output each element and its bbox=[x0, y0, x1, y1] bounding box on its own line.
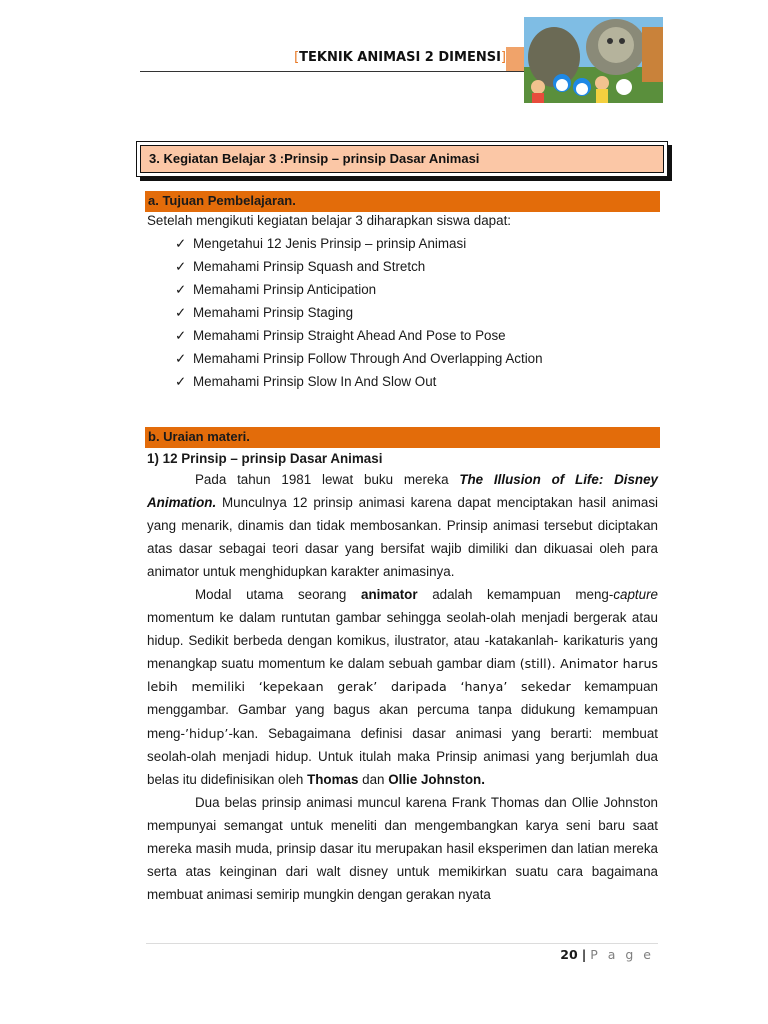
checkmark-icon: ✓ bbox=[175, 328, 187, 343]
footer-separator: | bbox=[581, 947, 587, 962]
page-footer bbox=[560, 947, 654, 962]
objective-item bbox=[175, 305, 353, 321]
objective-item bbox=[175, 236, 466, 252]
header-bracket-close: ] bbox=[500, 50, 506, 65]
footer-rule bbox=[146, 943, 658, 944]
section-title: 3. Kegiatan Belajar 3 :Prinsip – prinsip Dasar Animasi bbox=[140, 145, 664, 173]
header-accent-block bbox=[506, 47, 526, 71]
objective-item bbox=[175, 259, 425, 275]
part-a-header: a. Tujuan Pembelajaran. bbox=[145, 191, 660, 212]
objective-text: Memahami Prinsip Anticipation bbox=[193, 282, 377, 297]
objective-text: Memahami Prinsip Follow Through And Overlapping Action bbox=[193, 351, 543, 366]
section-title-box bbox=[136, 141, 668, 177]
subheading: 1) 12 Prinsip – prinsip Dasar Animasi bbox=[147, 451, 383, 466]
objective-item bbox=[175, 374, 436, 390]
header-title-text: TEKNIK ANIMASI 2 DIMENSI bbox=[299, 50, 501, 65]
paragraph-2: Modal utama seorang animator adalah kemampuan meng-capture momentum ke dalam runtutan gambar sehingga seolah-olah menjadi bergerak atau hidup. Sedikit berbeda dengan komikus, ilustrator, atau -katakanlah- karikaturis yang menangkap suatu momentum ke dalam sebuah gambar diam (still). Animator harus lebih memiliki ‘kepekaan gerak’ daripada ‘hanya’ sekedar kemampuan menggambar. Gambar yang bagus akan percuma tanpa didukung kemampuan meng-’hidup’-kan. Sebagaimana definisi dasar animasi yang berarti: membuat seolah-olah menjadi hidup. Untuk itulah maka Prinsip animasi yang berjumlah dua belas itu didefinisikan oleh Thomas dan Ollie Johnston. bbox=[147, 587, 658, 787]
checkmark-icon: ✓ bbox=[175, 305, 187, 320]
paragraph-1: Pada tahun 1981 lewat buku mereka The Illusion of Life: Disney Animation. Munculnya 12 prinsip animasi karena dapat menciptakan hasil animasi yang menarik, dinamis dan tidak membosankan. Prinsip animasi tersebut diciptakan atas dasar sebagai teori dasar yang bersifat wajib dimiliki dan dikuasai oleh para animator untuk menghidupkan karakter animasinya. bbox=[147, 472, 658, 580]
checkmark-icon: ✓ bbox=[175, 374, 187, 389]
checkmark-icon: ✓ bbox=[175, 236, 187, 251]
objective-text: Memahami Prinsip Squash and Stretch bbox=[193, 259, 426, 274]
checkmark-icon: ✓ bbox=[175, 351, 187, 366]
part-a-intro: Setelah mengikuti kegiatan belajar 3 diharapkan siswa dapat: bbox=[147, 213, 512, 228]
header-bracket-open: [ bbox=[294, 50, 300, 65]
header-illustration bbox=[524, 17, 663, 103]
objective-text: Mengetahui 12 Jenis Prinsip – prinsip Animasi bbox=[193, 236, 467, 251]
header-rule bbox=[140, 71, 524, 72]
objective-text: Memahami Prinsip Slow In And Slow Out bbox=[193, 374, 437, 389]
part-b-header: b. Uraian materi. bbox=[145, 427, 660, 448]
objective-item bbox=[175, 282, 376, 298]
checkmark-icon: ✓ bbox=[175, 282, 187, 297]
header-title bbox=[294, 50, 506, 65]
objective-item bbox=[175, 351, 543, 367]
page-label: P a g e bbox=[590, 947, 654, 962]
paragraph-3: Dua belas prinsip animasi muncul karena Frank Thomas dan Ollie Johnston mempunyai semangat untuk meneliti dan mengembangkan karya seni baru saat mereka masih muda, prinsip dasar itu merupakan hasil eksperimen dan latian mereka serta atas keinginan dari walt disney untuk memikirkan suatu cara bagaimana membuat animasi semirip mungkin dengan gerakan nyata bbox=[147, 795, 658, 903]
objective-text: Memahami Prinsip Straight Ahead And Pose to Pose bbox=[193, 328, 506, 343]
objective-text: Memahami Prinsip Staging bbox=[193, 305, 354, 320]
checkmark-icon: ✓ bbox=[175, 259, 187, 274]
objective-item bbox=[175, 328, 506, 344]
page-number: 20 bbox=[560, 947, 578, 962]
